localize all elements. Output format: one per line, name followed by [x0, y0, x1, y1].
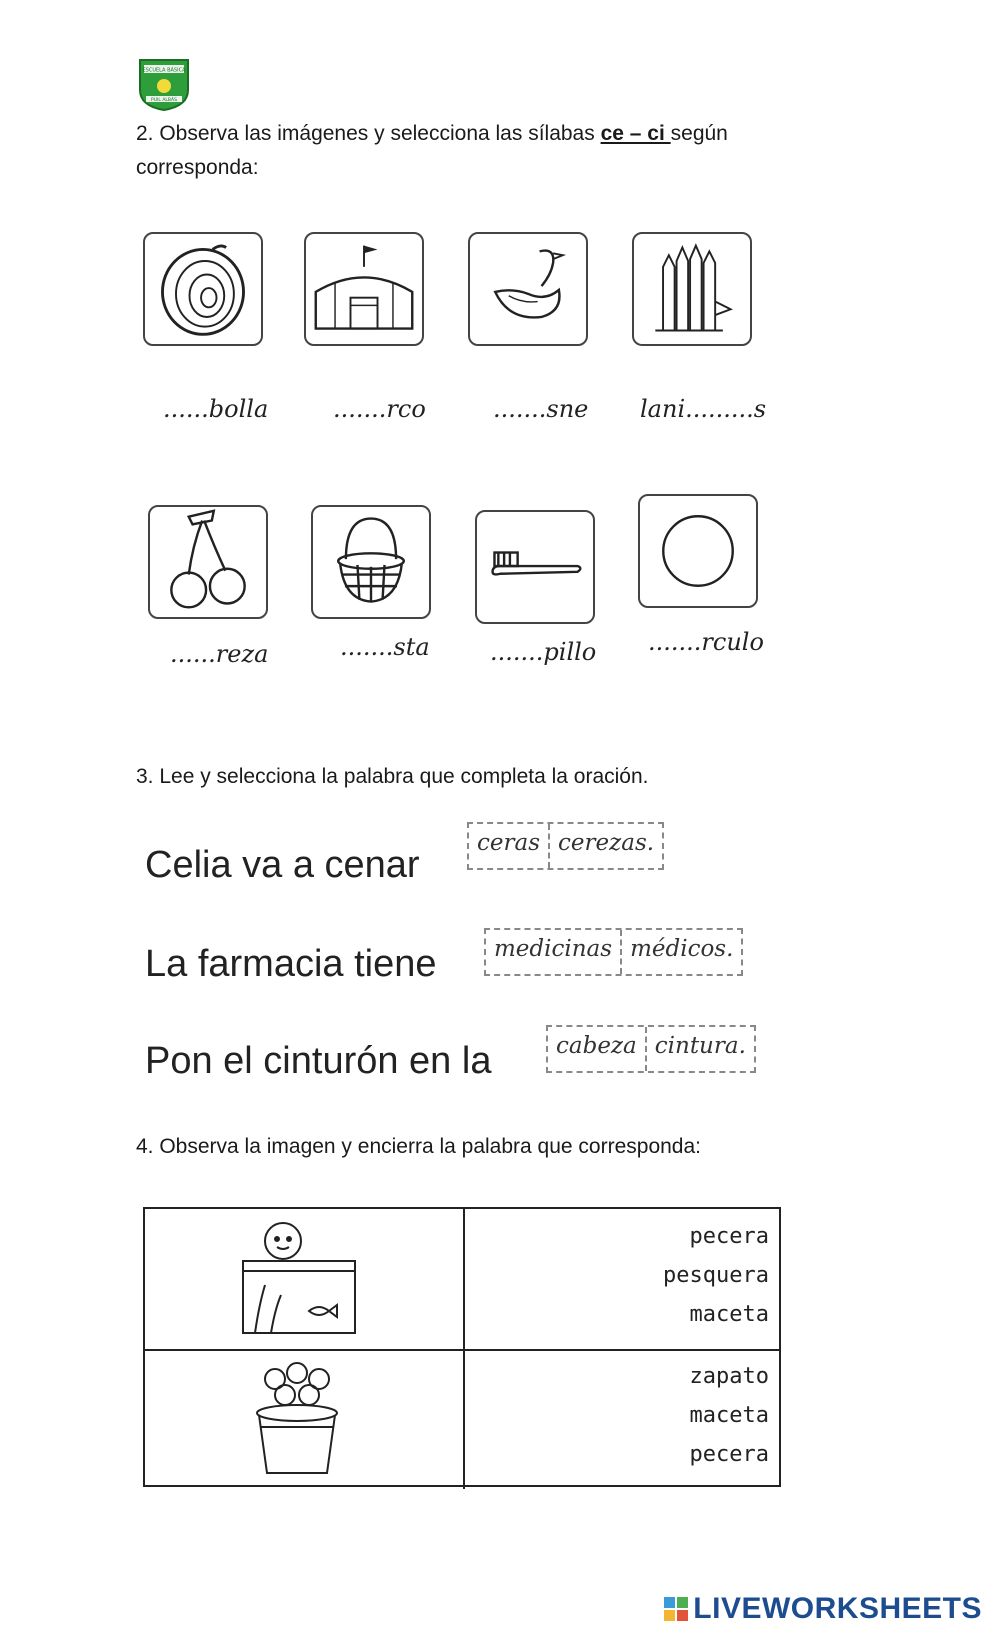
q3-option[interactable]: médicos.: [620, 930, 741, 974]
fishbowl-icon: [235, 1215, 365, 1343]
q2-instruction-pre: 2. Observa las imágenes y selecciona las sílabas: [136, 122, 601, 145]
q2-word-5[interactable]: ......reza: [170, 640, 269, 668]
logo-line1: ESCUELA BÁSICA: [142, 67, 186, 74]
circus-card: [304, 232, 424, 346]
q4-word-list-1: [663, 1217, 769, 1334]
table-row: [145, 1349, 779, 1489]
q4-word[interactable]: pecera: [689, 1224, 769, 1249]
q3-option[interactable]: medicinas: [494, 936, 613, 962]
q4-word[interactable]: maceta: [689, 1403, 769, 1428]
q3-sentence-1: Celia va a cenar: [145, 844, 420, 886]
toothbrush-icon: [477, 512, 593, 622]
q4-word[interactable]: pecera: [689, 1442, 769, 1467]
q3-options-3: [546, 1025, 756, 1073]
q2-instruction-post: según: [670, 122, 728, 145]
q2-word-1[interactable]: ......bolla: [163, 395, 269, 423]
onion-icon: [145, 234, 261, 344]
table-row: [145, 1209, 779, 1351]
pencils-card: [632, 232, 752, 346]
flower-pot-icon: [235, 1355, 365, 1483]
q3-option[interactable]: ceras: [477, 830, 541, 856]
q4-word-list-2: [690, 1357, 769, 1474]
cherries-card: [148, 505, 268, 619]
school-logo: [136, 56, 192, 112]
q4-word[interactable]: pesquera: [663, 1263, 769, 1288]
q3-option[interactable]: cerezas.: [548, 824, 662, 868]
q2-word-4[interactable]: lani.........s: [640, 395, 767, 423]
q4-word[interactable]: maceta: [689, 1302, 769, 1327]
q2-word-8[interactable]: .......rculo: [648, 628, 764, 656]
q3-option[interactable]: cabeza: [556, 1033, 637, 1059]
q2-word-7[interactable]: .......pillo: [490, 638, 597, 666]
toothbrush-card: [475, 510, 595, 624]
circle-card: [638, 494, 758, 608]
q2-word-3[interactable]: .......sne: [493, 395, 589, 423]
q4-table: [143, 1207, 781, 1487]
q2-word-2[interactable]: .......rco: [333, 395, 426, 423]
brand-text: LIVEWORKSHEETS: [693, 1592, 982, 1625]
q3-sentence-3: Pon el cinturón en la: [145, 1040, 492, 1082]
onion-card: [143, 232, 263, 346]
q4-instruction: 4. Observa la imagen y encierra la palabra que corresponda:: [136, 1135, 701, 1158]
q2-instruction-line2: corresponda:: [136, 156, 259, 179]
circus-tent-icon: [306, 234, 422, 344]
liveworksheets-icon: [663, 1596, 689, 1622]
q2-syllables: ce – ci: [600, 122, 671, 145]
logo-line2: PUIL ALBÁS: [151, 98, 177, 103]
q3-instruction: 3. Lee y selecciona la palabra que completa la oración.: [136, 765, 649, 788]
swan-icon: [470, 234, 586, 344]
q3-options-2: [484, 928, 743, 976]
basket-icon: [313, 507, 429, 617]
basket-card: [311, 505, 431, 619]
q2-instruction: [136, 117, 756, 185]
swan-card: [468, 232, 588, 346]
circle-icon: [640, 496, 756, 606]
q4-word[interactable]: zapato: [689, 1364, 769, 1389]
cherries-icon: [150, 507, 266, 617]
q3-sentence-2: La farmacia tiene: [145, 943, 437, 985]
liveworksheets-logo[interactable]: [663, 1592, 982, 1626]
q3-options-1: [467, 822, 664, 870]
q2-word-6[interactable]: .......sta: [340, 633, 430, 661]
q3-option[interactable]: cintura.: [645, 1027, 754, 1071]
pencils-icon: [634, 234, 750, 344]
